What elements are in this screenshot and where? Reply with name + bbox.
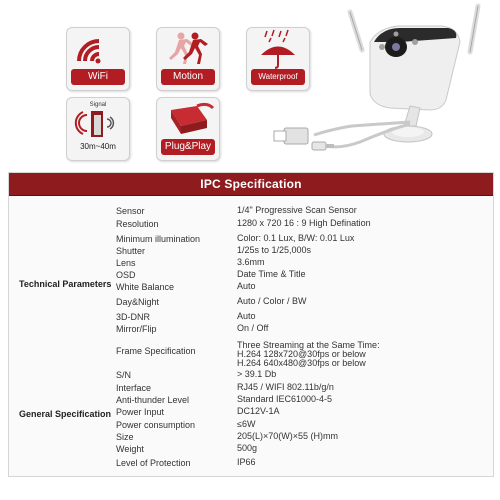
spec-value: IP66 bbox=[237, 457, 256, 467]
spec-key: Power Input bbox=[116, 407, 165, 417]
specification-table bbox=[8, 172, 494, 477]
motion-tile bbox=[156, 27, 220, 91]
camera-illustration bbox=[270, 2, 500, 162]
motion-label: Motion bbox=[161, 69, 215, 85]
group-general-specification: General Specification bbox=[19, 409, 112, 419]
signal-range-label: 30m~40m bbox=[80, 142, 116, 151]
running-man-icon bbox=[157, 28, 219, 70]
ethernet-plug-icon bbox=[157, 98, 219, 140]
group-technical-parameters: Technical Parameters bbox=[19, 279, 112, 289]
spec-value: RJ45 / WIFI 802.11b/g/n bbox=[237, 382, 334, 392]
spec-key: Day&Night bbox=[116, 297, 160, 307]
waterproof-label: Waterproof bbox=[251, 69, 305, 85]
spec-key: Mirror/Flip bbox=[116, 324, 157, 334]
spec-value: Date Time & Title bbox=[237, 269, 306, 279]
spec-value: DC12V-1A bbox=[237, 406, 280, 416]
spec-value: 205(L)×70(W)×55 (H)mm bbox=[237, 431, 339, 441]
spec-value: Three Streaming at the Same Time: bbox=[237, 340, 380, 350]
spec-value: 1/4" Progressive Scan Sensor bbox=[237, 205, 357, 215]
spec-value: 1/25s to 1/25,000s bbox=[237, 245, 312, 255]
wifi-tile bbox=[66, 27, 130, 91]
spec-value: H.264 128x720@30fps or below bbox=[237, 349, 366, 359]
spec-title: IPC Specification bbox=[200, 177, 302, 191]
spec-key: Size bbox=[116, 432, 134, 442]
spec-value: 3.6mm bbox=[237, 257, 265, 267]
spec-key: Anti-thunder Level bbox=[116, 395, 190, 405]
plug-label: Plug&Play bbox=[161, 139, 215, 155]
spec-value: Auto bbox=[237, 281, 256, 291]
signal-title: Signal bbox=[89, 102, 107, 108]
spec-key: White Balance bbox=[116, 282, 175, 292]
spec-header-bar bbox=[9, 173, 493, 196]
spec-key: Sensor bbox=[116, 206, 145, 216]
spec-key: Level of Protection bbox=[116, 458, 191, 468]
wifi-icon bbox=[67, 28, 129, 70]
spec-value: Auto / Color / BW bbox=[237, 296, 307, 306]
spec-value: Standard IEC61000-4-5 bbox=[237, 394, 333, 404]
spec-value: 500g bbox=[237, 443, 258, 453]
spec-key: OSD bbox=[116, 270, 136, 280]
spec-key: Power consumption bbox=[116, 420, 196, 430]
spec-key: Weight bbox=[116, 444, 144, 454]
plug-tile bbox=[156, 97, 220, 161]
spec-key: Interface bbox=[116, 383, 152, 393]
spec-value: 1280 x 720 16 : 9 High Defination bbox=[237, 218, 371, 228]
spec-key: Shutter bbox=[116, 246, 146, 256]
spec-value: > 39.1 Db bbox=[237, 369, 277, 379]
spec-value: Color: 0.1 Lux, B/W: 0.01 Lux bbox=[237, 233, 355, 243]
spec-value: ≤6W bbox=[237, 419, 256, 429]
spec-key: 3D-DNR bbox=[116, 312, 151, 322]
spec-key: Minimum illumination bbox=[116, 234, 201, 244]
spec-key: Lens bbox=[116, 258, 136, 268]
spec-key: Frame Specification bbox=[116, 346, 196, 356]
door-signal-icon bbox=[67, 98, 129, 140]
spec-value: H.264 640x480@30fps or below bbox=[237, 358, 366, 368]
signal-tile bbox=[66, 97, 130, 161]
wifi-label: WiFi bbox=[71, 69, 125, 85]
spec-value: On / Off bbox=[237, 323, 269, 333]
spec-key: S/N bbox=[116, 370, 132, 380]
spec-key: Resolution bbox=[116, 219, 159, 229]
spec-value: Auto bbox=[237, 311, 256, 321]
